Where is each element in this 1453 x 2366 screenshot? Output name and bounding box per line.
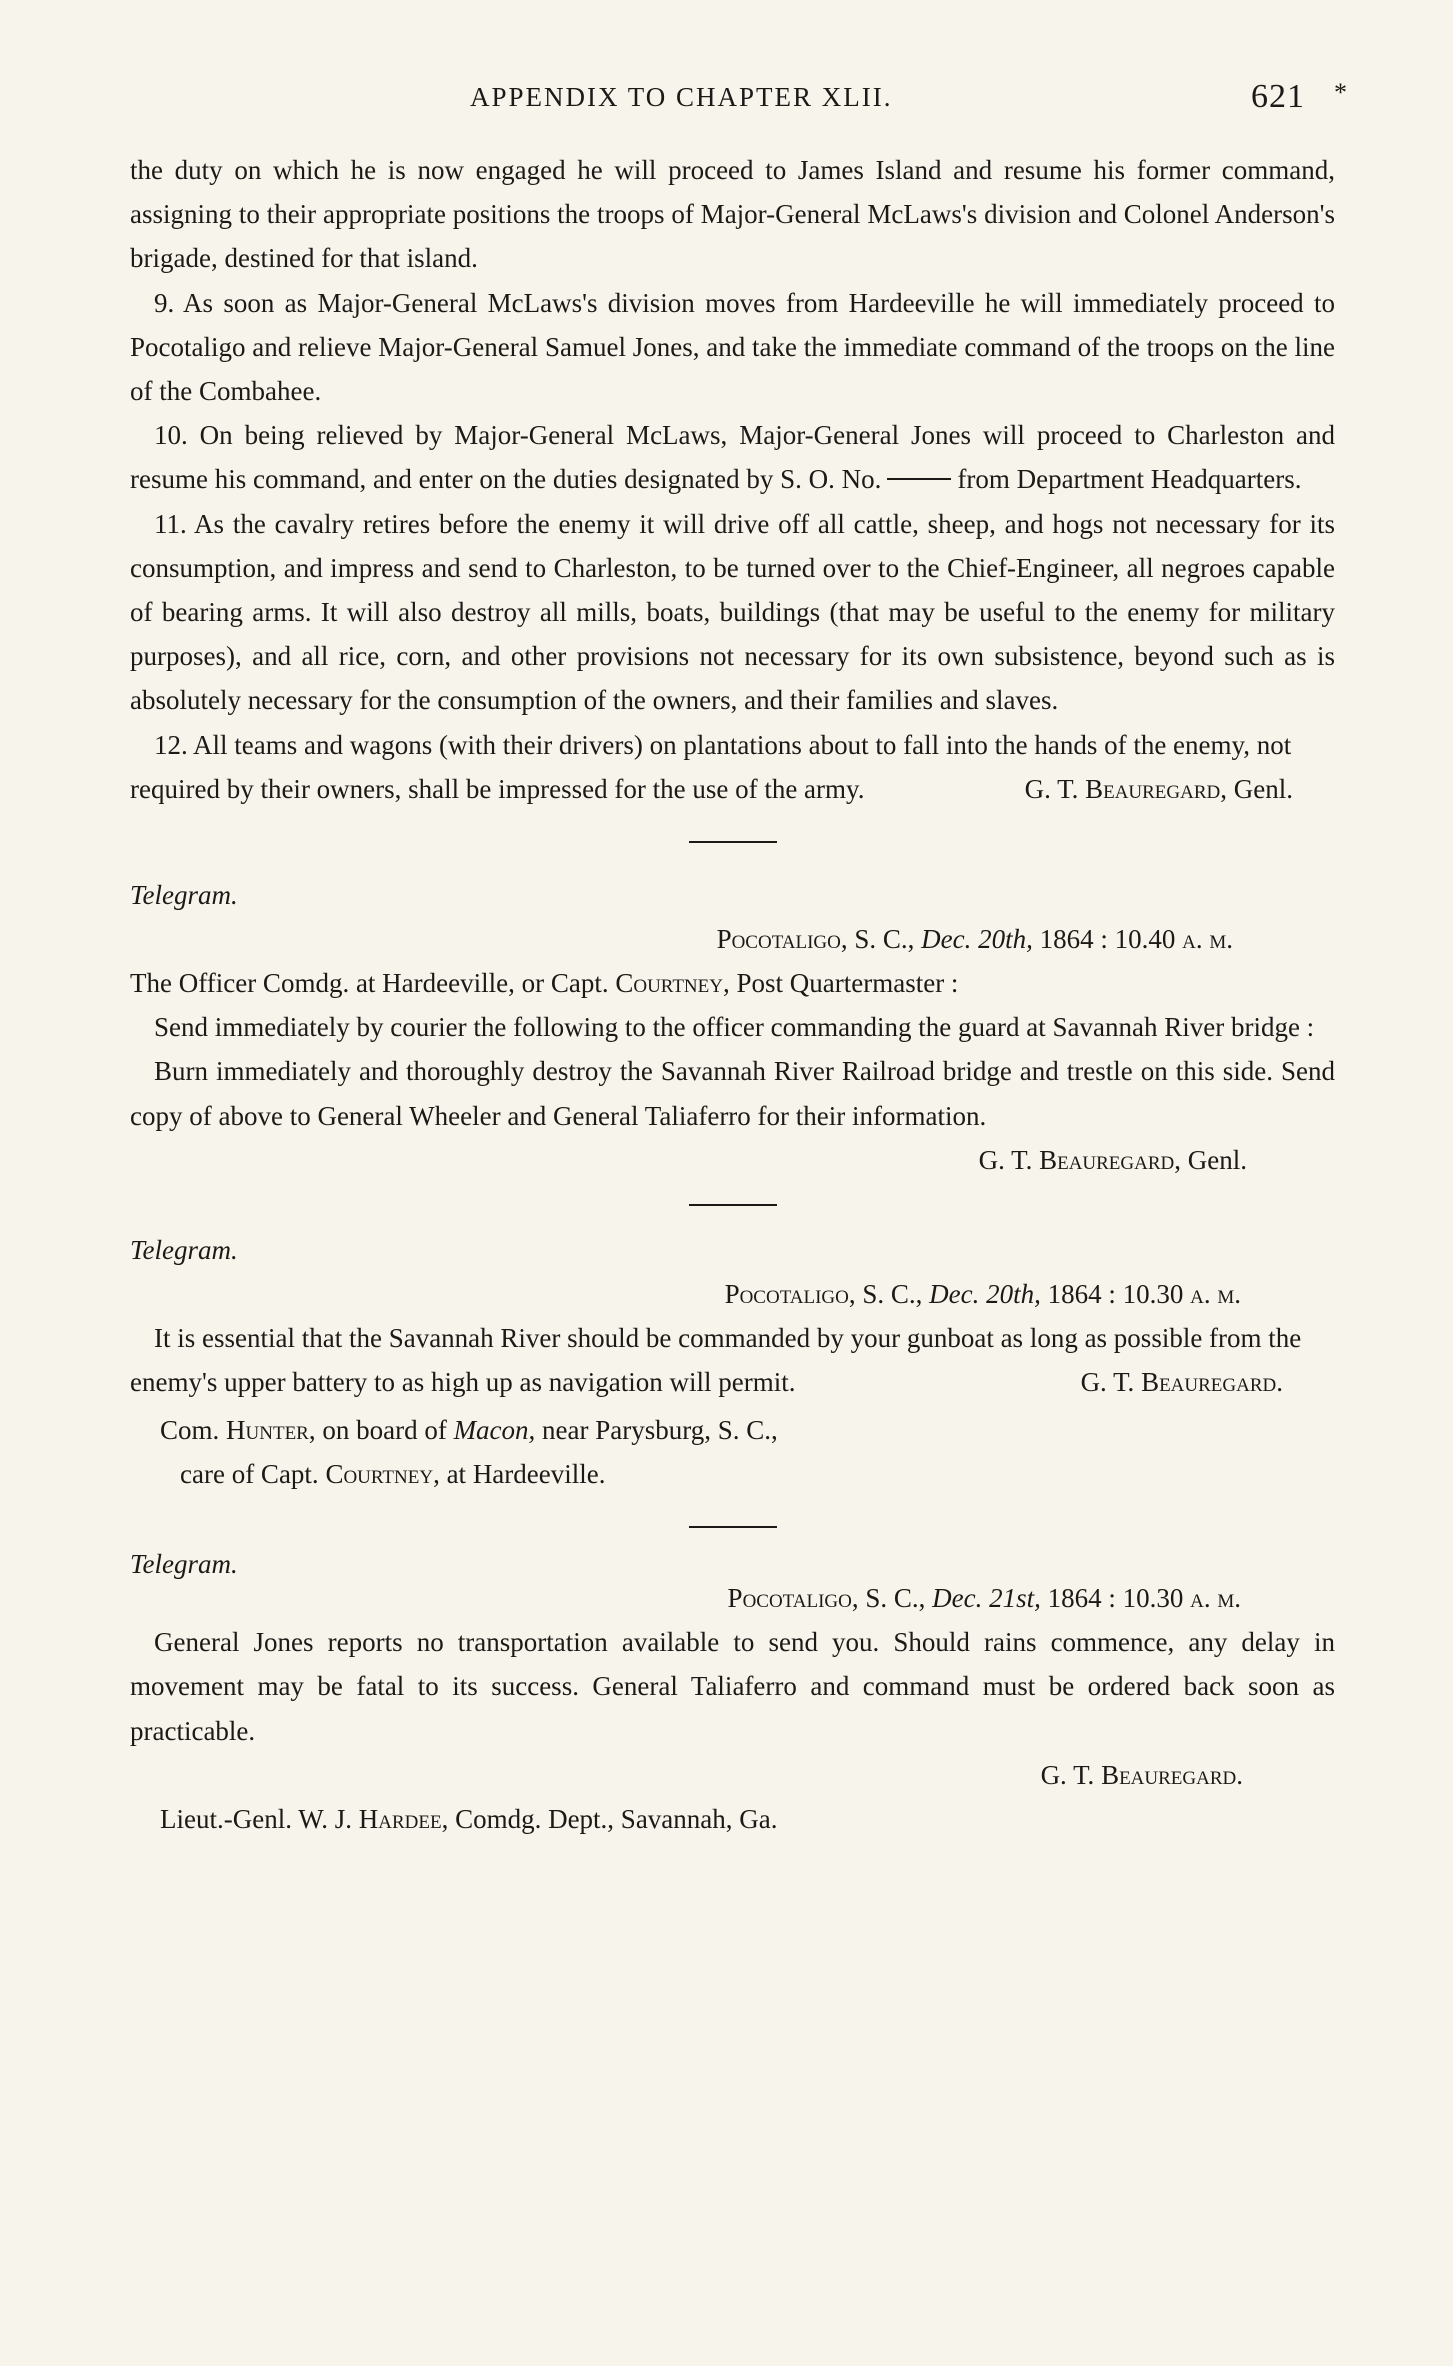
recipient-name: Hardee [358,1803,442,1834]
signature-4 [130,1753,1243,1797]
recipient-name: Hunter [226,1415,309,1446]
telegram-dateline [130,917,1233,961]
signature-initials: G. T. [978,1144,1033,1175]
paragraph-9: 9. As soon as Major-General McLaws's division moves from Hardeeville he will immediately proceed to Pocotaligo and relieve Major-General Samuel Jones, and take the immediate command of the troops on the line of the Combahee. [130,287,1335,407]
telegram-body-text: It is essential that the Savannah River should be commanded by your gunboat as long as possible from the enemy's upper battery to as high up as navigation will permit. [130,1322,1302,1398]
address-text-b: , Post Quartermaster : [722,968,959,999]
paragraph-12-text: 12. All teams and wagons (with their drivers) on plantations about to fall into the hands of the enemy, not required by their owners, shall be impressed for the use of the army. [130,729,1292,804]
recipient-text: , on board of [308,1415,447,1446]
signature-initials: G. T. [1040,1759,1095,1790]
dateline-place: Pocotaligo [724,1278,849,1309]
signature-3 [1057,1360,1283,1404]
telegram-body-line-1: Send immediately by courier the following to the officer commanding the guard at Savannah River bridge : [154,1012,1315,1043]
address-name: Courtney [615,968,723,999]
dateline-place: Pocotaligo [716,924,841,955]
care-name: Courtney [325,1459,434,1490]
telegram-dateline [130,1272,1241,1316]
dateline-state: , S. C., [848,1278,930,1309]
telegram-label: Telegram. [130,1549,238,1580]
care-location: , at Hardeeville. [433,1459,606,1490]
dateline-date: Dec. 21st, [932,1583,1041,1614]
paragraph-10-text-a: 10. On being relieved by Major-General McLaws, Major-General Jones will proceed to Charleston and resume his command, and enter on the duties designated by S. O. No. [130,420,1335,495]
signature-name: Beauregard [1039,1144,1175,1175]
telegram-recipient [130,1797,1335,1841]
signature-initials: G. T. [1024,773,1079,804]
dateline-place: Pocotaligo [727,1583,852,1614]
dateline-date: Dec. 20th, [921,924,1033,955]
dateline-time: 1864 : 10.30 a. m. [1040,1278,1241,1309]
running-head: APPENDIX TO CHAPTER XLII. [470,82,893,112]
signature-rank: , Genl. [1220,773,1293,804]
paragraph-11: 11. As the cavalry retires before the enemy it will drive off all cattle, sheep, and hogs not necessary for its consumption, and impress and send to Charleston, to be turned over to the Chief-Engineer, all negroes capable of bearing arms. It will also destroy all mills, boats, buildings (that may be useful to the enemy for military purposes), and all rice, corn, and other provisions not necessary for its own subsistence, beyond such as is absolutely necessary for the consumption of the owners, and their families and slaves. [130,508,1335,716]
signature-2 [130,1138,1247,1182]
continuation-paragraph: the duty on which he is now engaged he will proceed to James Island and resume his former command, assigning to their appropriate positions the troops of Major-General McLaws's division and Colonel Anderson's brigade, destined for that island. [130,155,1335,274]
paragraph-10-text-b: from Department Headquarters. [957,464,1302,495]
signature-name: Beauregard. [1101,1759,1243,1790]
recipient-location: near Parysburg, S. C., [542,1415,778,1446]
address-text: The Officer Comdg. at Hardeeville, or Capt. [130,968,609,999]
telegram-label: Telegram. [130,1234,238,1265]
dateline-state: , S. C., [840,924,922,955]
telegram-recipient [130,1408,1335,1452]
blank-line [887,478,951,480]
telegram-address [130,961,1335,1005]
telegram-recipient-care [130,1452,1335,1496]
document-page [130,78,1349,1841]
paragraph-10 [130,413,1335,501]
signature-name: Beauregard [1085,773,1221,804]
signature-initials: G. T. [1080,1367,1135,1398]
signature-name: Beauregard. [1141,1367,1283,1398]
telegram-body [130,1316,1335,1404]
page-number: 621 [1251,78,1305,115]
telegram-dateline [130,1576,1241,1620]
signature-rank: , Genl. [1174,1144,1247,1175]
dateline-state: , S. C., [851,1583,933,1614]
signature-1 [1001,767,1293,811]
recipient-text: , Comdg. Dept., Savannah, Ga. [441,1803,778,1834]
telegram-body: General Jones reports no transportation available to send you. Should rains commence, any delay in movement may be fatal to its success. General Taliaferro and command must be ordered back soon as practicable. [130,1627,1335,1746]
telegram-body-line-2: Burn immediately and thoroughly destroy the Savannah River Railroad bridge and trestle on this side. Send copy of above to General Wheeler and General Taliaferro for their information. [130,1056,1335,1131]
recipient-title: Com. [160,1415,220,1446]
recipient-title: Lieut.-Genl. W. J. [160,1803,352,1834]
dateline-time: 1864 : 10.30 a. m. [1040,1583,1241,1614]
dateline-date: Dec. 20th, [929,1278,1041,1309]
recipient-ship: Macon, [453,1415,536,1446]
paragraph-12 [130,723,1335,811]
page-header [130,78,1349,148]
telegram-label: Telegram. [130,880,238,911]
care-text: care of Capt. [180,1459,319,1490]
asterisk-mark: * [1334,78,1349,107]
dateline-time: 1864 : 10.40 a. m. [1032,924,1233,955]
